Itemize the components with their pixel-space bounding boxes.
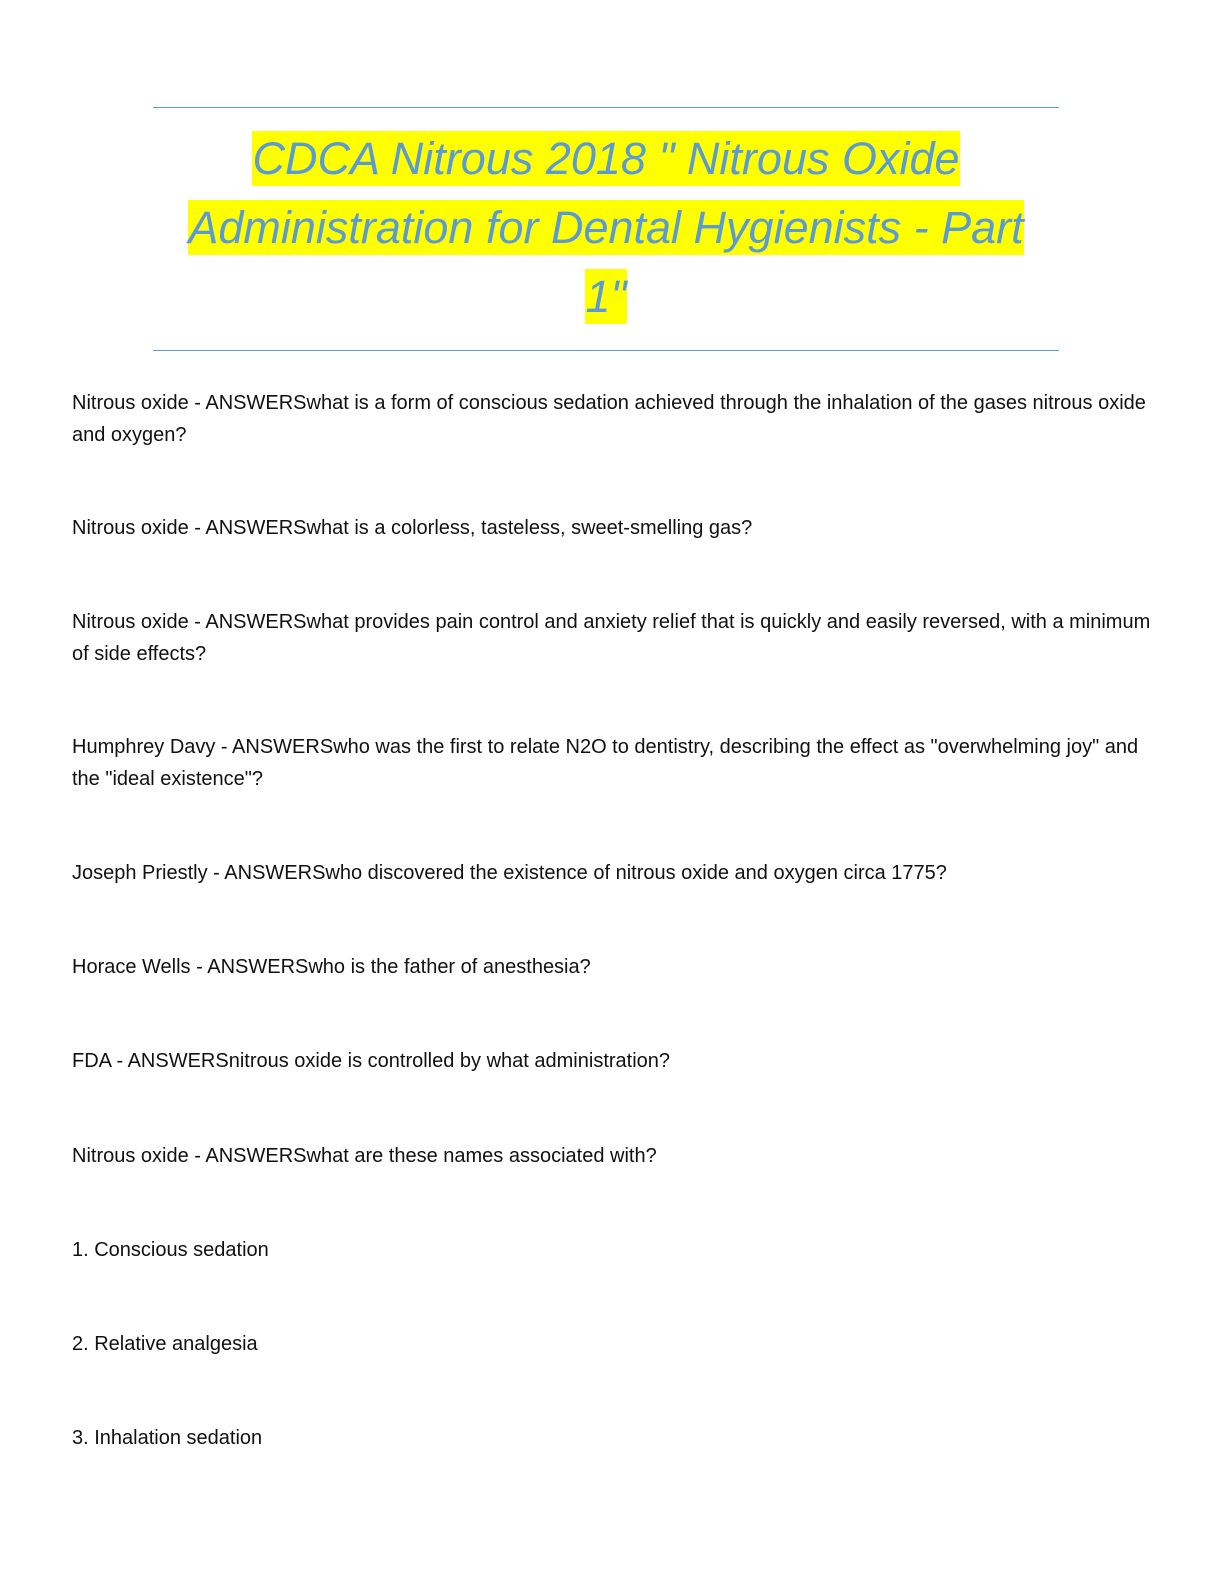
title-top-rule: [153, 107, 1059, 108]
qa-entry: Nitrous oxide - ANSWERSwhat is a form of conscious sedation achieved through the inhalation of the gases nitrous oxide and oxygen?: [72, 392, 1146, 446]
list-item: 3. Inhalation sedation: [72, 1427, 263, 1449]
title-line-text: Administration for Dental Hygienists - Part: [188, 202, 1024, 253]
qa-entry: Nitrous oxide - ANSWERSwhat are these names associated with?: [72, 1145, 657, 1167]
document-title: [150, 124, 1062, 331]
title-line: [150, 262, 1062, 331]
qa-entry: Nitrous oxide - ANSWERSwhat provides pain control and anxiety relief that is quickly and easily reversed, with a minimum of side effects?: [72, 611, 1151, 665]
list-item: 2. Relative analgesia: [72, 1333, 258, 1355]
qa-entry: Humphrey Davy - ANSWERSwho was the first to relate N2O to dentistry, describing the effect as "overwhelming joy" and the "ideal existence"?: [72, 736, 1139, 790]
title-bottom-rule: [153, 350, 1059, 351]
qa-entry: Joseph Priestly - ANSWERSwho discovered the existence of nitrous oxide and oxygen circa 1775?: [72, 862, 947, 884]
qa-entry: FDA - ANSWERSnitrous oxide is controlled by what administration?: [72, 1050, 671, 1072]
title-line-text: CDCA Nitrous 2018 " Nitrous Oxide: [252, 133, 960, 184]
title-line: [150, 124, 1062, 193]
list-item: 1. Conscious sedation: [72, 1239, 269, 1261]
qa-entry: Horace Wells - ANSWERSwho is the father of anesthesia?: [72, 956, 591, 978]
qa-entry: Nitrous oxide - ANSWERSwhat is a colorless, tasteless, sweet-smelling gas?: [72, 517, 753, 539]
title-line-text: 1": [585, 271, 627, 322]
title-line: [150, 193, 1062, 262]
